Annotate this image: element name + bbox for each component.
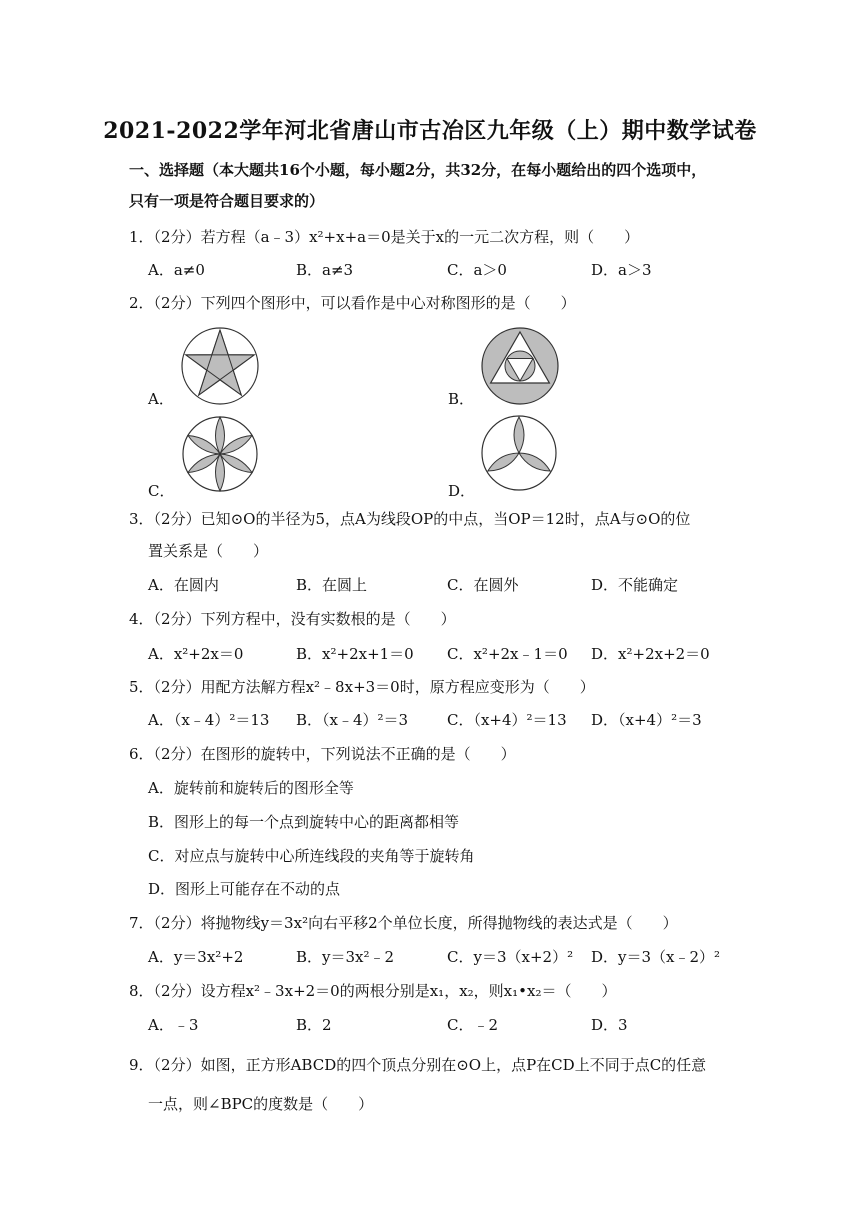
question-8-option-b: B．2 — [296, 1016, 332, 1034]
question-5-option-a: A．（x﹣4）²＝13 — [148, 711, 270, 729]
question-1-option-c: C．a＞0 — [447, 261, 507, 279]
question-2-stem: 2．（2分）下列四个图形中，可以看作是中心对称图形的是（ ） — [129, 294, 576, 312]
question-4-option-c: C．x²+2x﹣1＝0 — [447, 645, 568, 663]
question-5-option-d: D．（x+4）²＝3 — [591, 711, 702, 729]
question-6-option-b: B．图形上的每一个点到旋转中心的距离都相等 — [148, 813, 460, 831]
question-6-option-a: A．旋转前和旋转后的图形全等 — [148, 779, 354, 797]
question-5-option-c: C．（x+4）²＝13 — [447, 711, 567, 729]
question-6-option-d: D．图形上可能存在不动的点 — [148, 880, 341, 898]
question-9-stem-line1: 9．（2分）如图，正方形ABCD的四个顶点分别在⊙O上，点P在CD上不同于点C的任意 — [129, 1056, 707, 1074]
question-4-stem: 4．（2分）下列方程中，没有实数根的是（ ） — [129, 610, 456, 628]
question-7-option-a: A．y＝3x²+2 — [148, 948, 244, 966]
question-7-option-d: D．y＝3（x﹣2）² — [591, 948, 721, 966]
question-7-option-b: B．y＝3x²﹣2 — [296, 948, 395, 966]
question-8-option-d: D．3 — [591, 1016, 628, 1034]
question-2-option-d: D． — [448, 482, 476, 500]
question-1-option-b: B．a≠3 — [296, 261, 354, 279]
question-5-option-b: B．（x﹣4）²＝3 — [296, 711, 409, 729]
question-2-option-c: C． — [148, 482, 175, 500]
question-8-stem: 8．（2分）设方程x²﹣3x+2＝0的两根分别是x₁，x₂，则x₁•x₂＝（ ） — [129, 982, 617, 1000]
question-4-option-d: D．x²+2x+2＝0 — [591, 645, 710, 663]
star-in-circle-figure — [180, 326, 260, 406]
question-7-stem: 7．（2分）将抛物线y＝3x²向右平移2个单位长度，所得抛物线的表达式是（ ） — [129, 914, 678, 932]
question-3-option-a: A．在圆内 — [148, 576, 219, 594]
question-3-option-d: D．不能确定 — [591, 576, 679, 594]
question-5-stem: 5．（2分）用配方法解方程x²﹣8x+3＝0时，原方程应变形为（ ） — [129, 678, 595, 696]
question-8-option-c: C．﹣2 — [447, 1016, 499, 1034]
six-petal-flower-figure — [180, 414, 260, 494]
question-3-stem-line1: 3．（2分）已知⊙O的半径为5，点A为线段OP的中点，当OP＝12时，点A与⊙O的位 — [129, 510, 691, 528]
question-6-stem: 6．（2分）在图形的旋转中，下列说法不正确的是（ ） — [129, 745, 516, 763]
question-3-option-c: C．在圆外 — [447, 576, 519, 594]
triangle-in-circle-figure — [480, 326, 560, 406]
three-petal-flower-figure — [479, 413, 559, 493]
question-1-stem: 1．（2分）若方程（a﹣3）x²+x+a＝0是关于x的一元二次方程，则（ ） — [129, 228, 640, 246]
question-6-option-c: C．对应点与旋转中心所连线段的夹角等于旋转角 — [148, 847, 475, 865]
question-9-stem-line2: 一点，则∠BPC的度数是（ ） — [148, 1095, 374, 1113]
question-7-option-c: C．y＝3（x+2）² — [447, 948, 574, 966]
question-3-option-b: B．在圆上 — [296, 576, 368, 594]
section-header-line1: 一、选择题（本大题共16个小题，每小题2分，共32分，在每小题给出的四个选项中， — [129, 161, 707, 179]
question-4-option-b: B．x²+2x+1＝0 — [296, 645, 414, 663]
question-1-option-a: A．a≠0 — [148, 261, 205, 279]
question-2-option-b: B． — [448, 390, 475, 408]
question-4-option-a: A．x²+2x＝0 — [148, 645, 244, 663]
page-title: 2021-2022学年河北省唐山市古冶区九年级（上）期中数学试卷 — [103, 118, 757, 144]
question-2-option-a: A． — [148, 390, 174, 408]
question-1-option-d: D．a＞3 — [591, 261, 652, 279]
question-8-option-a: A．﹣3 — [148, 1016, 199, 1034]
question-3-stem-line2: 置关系是（ ） — [148, 542, 269, 560]
section-header-line2: 只有一项是符合题目要求的） — [129, 192, 325, 210]
